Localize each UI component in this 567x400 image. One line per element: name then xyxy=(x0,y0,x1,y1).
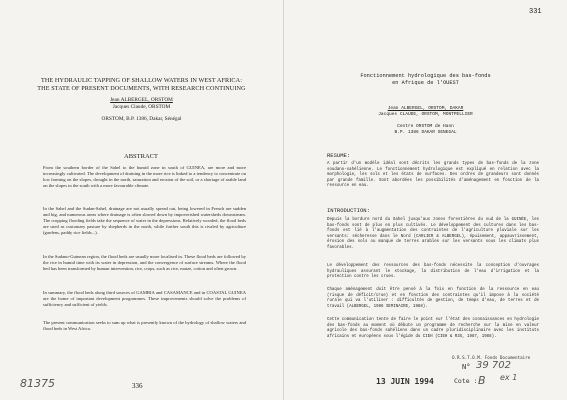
right-resume-heading: RESUME: xyxy=(327,152,351,159)
left-page xyxy=(0,0,283,400)
right-paragraph-4: Cette communication tente de faire le point sur l'état des connaissances en hydrologie des bas-fonds au moment où débute un programme de recherche sur la mise en valeur agricole des bas-fonds sahéliens dans un cadre pluridisciplinaire avec les instituts africains et européens sous l'égide du CIEH (CIEH & R3S, 1987, 1988). xyxy=(327,318,539,339)
left-title-line1: THE HYDRAULIC TAPPING OF SHALLOW WATERS IN WEST AFRICA: xyxy=(40,77,243,84)
left-author1: Jean ALBERGEL, ORSTOM xyxy=(110,97,173,103)
left-address: ORSTOM, B.P. 1386, Dakar, Sénégal xyxy=(101,116,182,122)
left-paragraph-4: In summary, the flood beds along third sources of GAMBIA and CASAMANCE and in COASTAL GUINEA are the home of important development programmes. These improvements should solve the problems of sufficiency and sufficient of yields. xyxy=(43,290,246,307)
stamp-number-handwritten: 39 702 xyxy=(476,360,511,371)
right-page-number: 331 xyxy=(529,8,542,16)
stamp-number-label: N° xyxy=(462,363,471,371)
left-paragraph-3: In the Sudano-Guinean region, the flood beds are usually more localised in. These flood beds are followed by the rice in humid time with its water in depression, and the convergence of surface streams. Where the flood bed has been transformed by human intervention, rice, crops, such as rice, maize, cotton and often grown. xyxy=(43,254,246,271)
right-resume-text: A partir d'un modèle idéal sont décrits les grands types de bas-fonds de la zone soudano-sahélienne. Le fonctionnement hydrologique est expliqué en relation avec la morphologie, les sols et les états de surfaces. Des ordres de grandeurs sont donnés par grande famille. Sont abordées les possibilités d'aménagement en fonction de la ressource en eau. xyxy=(327,162,539,189)
left-abstract-heading: ABSTRACT xyxy=(124,153,158,160)
right-title-line1: Fonctionnement hydrologique des bas-fonds xyxy=(360,73,491,79)
right-paragraph-1: Depuis la bordure nord du Sahel jusqu'aux zones forestières du sud de la GUINÉE, les bas-fonds sont de plus en plus cultivés. Le développement des cultures dans les bas-fonds est lié à l'augmentation des contraintes de l'agriculture pluviale sur les versants: sécheresse dans le Nord (CARLIER & ALBERGEL), épuisement, appauvrissement, érosion des sols ou manque de terres arables sur les versants sous les climats plus favorables. xyxy=(327,218,539,250)
right-title-line2: en Afrique de l'OUEST xyxy=(392,80,459,86)
left-author2: Jacques Claude, ORSTOM xyxy=(112,104,171,110)
right-paragraph-3: Chaque aménagement doit être pensé à la fois en fonction de la ressource en eau (risque de déficit/crue) et en fonction des contraintes qu'il impose à la société rurale qui va l'utiliser : difficultés de gestion, de temps d'eau, de terres et de travail (ALBERGEL, 1986 SEMINAIRE, 1988). xyxy=(327,288,539,309)
handwritten-inventory-number: 81375 xyxy=(20,377,55,390)
right-address-line1: Centre ORSTOM de Hann xyxy=(397,124,454,129)
stamp-date: 13 JUIN 1994 xyxy=(376,377,434,386)
left-paragraph-1: From the southern border of the Sahel to the humid zone in south of GUINEA, are more and more increasingly cultivated. The development of draining in the more rice is linked to a tendency to concentrate on low farming on the slopes, drought in the north, saturation and erosion of the soil, or a shortage of arable land on the slopes in the south with a more favourable climate. xyxy=(43,165,246,188)
orstom-stamp-header: O.R.S.T.O.M. Fonds Documentaire xyxy=(452,355,531,360)
stamp-cote-handwritten: B xyxy=(478,374,486,387)
right-address-line2: B.P. 1386 DAKAR SENEGAL xyxy=(394,130,457,135)
right-author1: Jean ALBERGEL, ORSTOM, DAKAR xyxy=(387,106,464,111)
right-paragraph-2: Le développement des ressources des bas-fonds nécessite la conception d'ouvrages hydrauliques assurant le stockage, la distribution de l'eau d'irrigation et la protection contre les crues. xyxy=(327,264,539,280)
left-page-number: 336 xyxy=(132,382,143,390)
stamp-ex-handwritten: ex 1 xyxy=(500,373,518,382)
right-intro-heading: INTRODUCTION: xyxy=(327,207,370,214)
left-paragraph-5: The present communication seeks to sum up what is presently known of the hydrology of shallow waters and flood beds in West Africa. xyxy=(43,320,246,331)
right-page xyxy=(284,0,567,400)
stamp-cote-label: Cote : xyxy=(454,377,478,385)
left-paragraph-2: In the Sahel and the Sudan-Sahel, drainage are not usually spread out, being lowered in French are sudden and big, and numerous areas where drainage is often slowed down by impoverished watersheds downstream. The cropping flooding fields take the sequence of water in the depressions. Relatively wooded, the flood beds are used as customary pasture by shepherds in the north, while further south this is rivaled by agriculture (gardens, paddy rice fields...). xyxy=(43,206,246,235)
right-author2: Jacques CLAUDE, ORSTOM, MONTPELLIER xyxy=(378,112,473,117)
left-title-line2: THE STATE OF PRESENT DOCUMENTS, WITH RESEARCH CONTINUING xyxy=(37,85,246,92)
